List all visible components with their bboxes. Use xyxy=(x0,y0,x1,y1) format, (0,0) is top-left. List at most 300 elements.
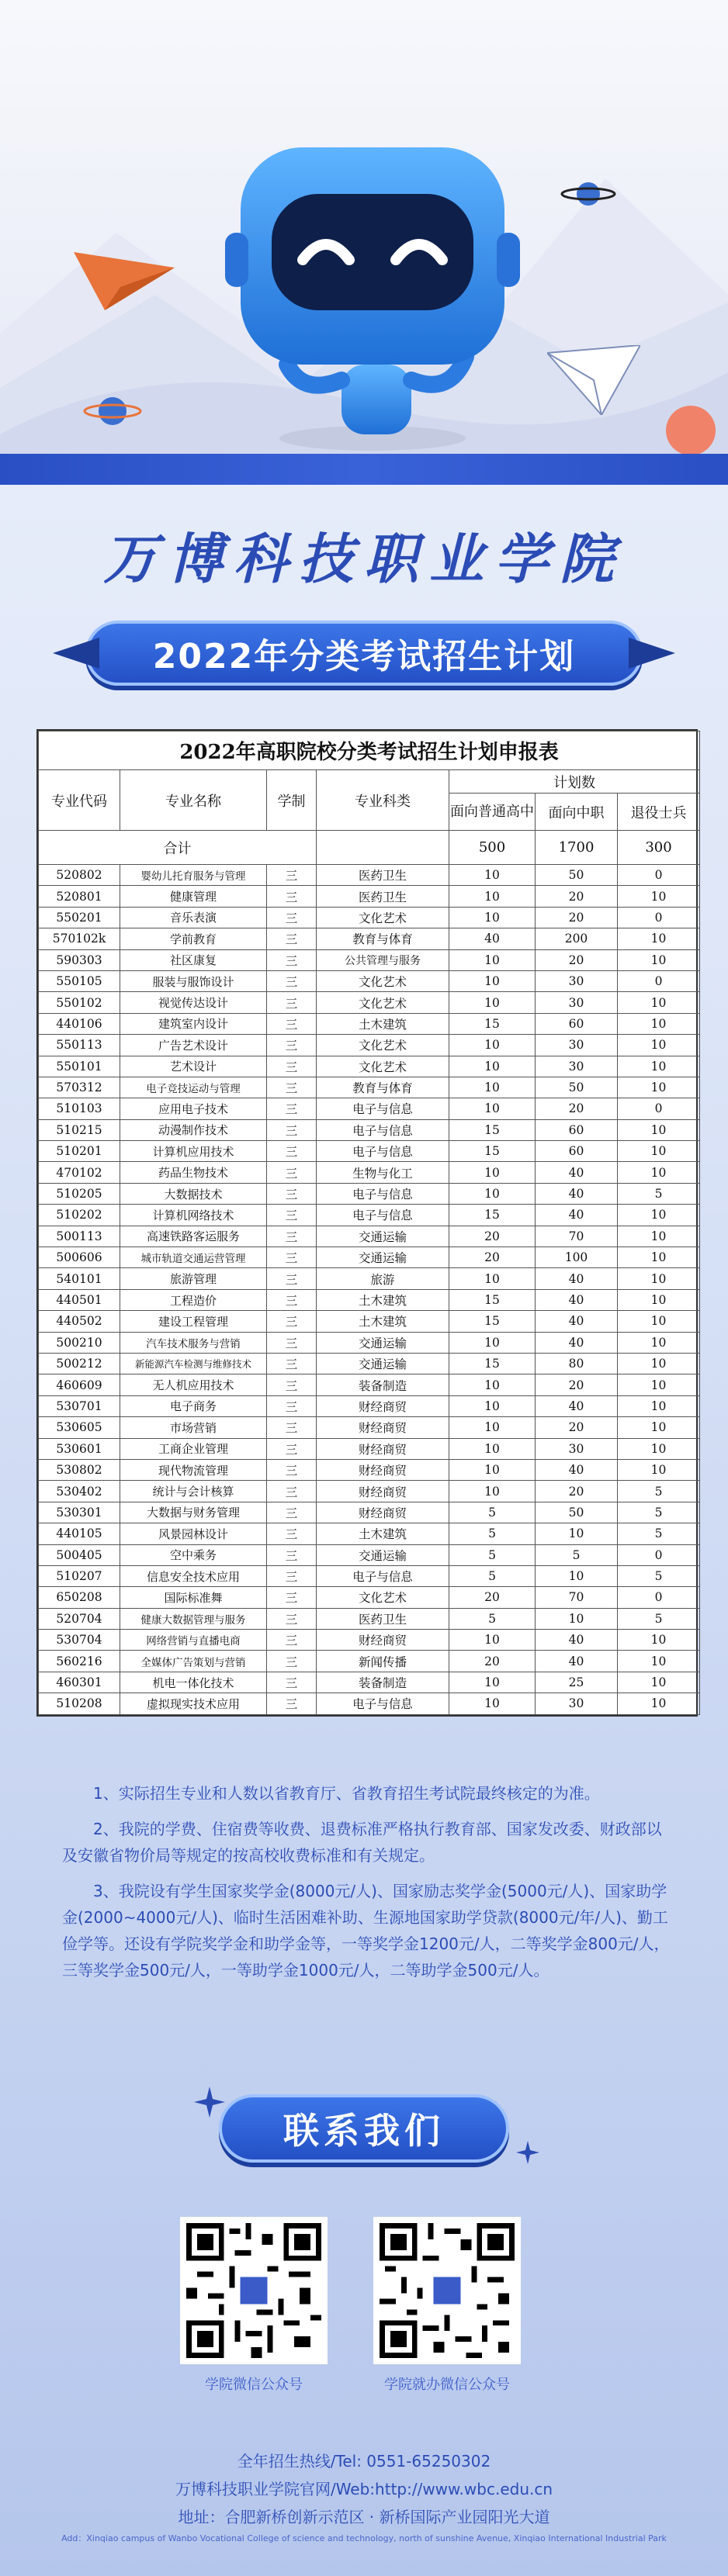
table-row xyxy=(39,928,700,949)
cell-vet: 10 xyxy=(618,1459,700,1480)
header-code: 专业代码 xyxy=(39,770,120,831)
header-category: 专业科类 xyxy=(317,770,449,831)
table-row xyxy=(39,1587,700,1608)
cell-code: 530701 xyxy=(39,1395,120,1416)
cell-category: 医药卫生 xyxy=(317,886,449,907)
cell-name: 大数据与财务管理 xyxy=(120,1502,267,1523)
cell-code: 550105 xyxy=(39,970,120,991)
sun-icon xyxy=(664,403,718,458)
cell-vet: 10 xyxy=(618,1311,700,1332)
notes-section xyxy=(62,1780,675,1993)
header-plan-highschool: 面向普通高中 xyxy=(449,794,536,831)
cell-category: 财经商贸 xyxy=(317,1481,449,1502)
cell-name: 无人机应用技术 xyxy=(120,1374,267,1395)
cell-vs: 10 xyxy=(536,1565,618,1586)
cell-vs: 50 xyxy=(536,865,618,886)
table-row xyxy=(39,1353,700,1374)
cell-system: 三 xyxy=(267,1119,317,1140)
cell-system: 三 xyxy=(267,1374,317,1395)
cell-name: 机电一体化技术 xyxy=(120,1672,267,1693)
cell-vs: 60 xyxy=(536,1013,618,1034)
cell-vs: 10 xyxy=(536,1523,618,1544)
cell-system: 三 xyxy=(267,1630,317,1651)
cell-vs: 30 xyxy=(536,970,618,991)
cell-vet: 10 xyxy=(618,1077,700,1098)
cell-system: 三 xyxy=(267,1247,317,1268)
cell-code: 520704 xyxy=(39,1608,120,1629)
cell-hs: 10 xyxy=(449,1693,536,1714)
cell-system: 三 xyxy=(267,1459,317,1480)
cell-name: 市场营销 xyxy=(120,1417,267,1438)
cell-code: 530605 xyxy=(39,1417,120,1438)
sparkle-icon xyxy=(194,2087,225,2118)
cell-hs: 10 xyxy=(449,1077,536,1098)
cell-category: 医药卫生 xyxy=(317,865,449,886)
cell-system: 三 xyxy=(267,1332,317,1353)
cell-vet: 10 xyxy=(618,1630,700,1651)
cell-category: 教育与体育 xyxy=(317,1077,449,1098)
cell-code: 530802 xyxy=(39,1459,120,1480)
cell-vet: 10 xyxy=(618,1374,700,1395)
cell-category: 旅游 xyxy=(317,1268,449,1289)
cell-hs: 10 xyxy=(449,1162,536,1183)
cell-name: 信息安全技术应用 xyxy=(120,1565,267,1586)
cell-vs: 20 xyxy=(536,907,618,928)
cell-system: 三 xyxy=(267,907,317,928)
table-row xyxy=(39,1630,700,1651)
cell-hs: 10 xyxy=(449,1438,536,1459)
cell-vet: 10 xyxy=(618,1035,700,1056)
cell-system: 三 xyxy=(267,1226,317,1247)
cell-system: 三 xyxy=(267,886,317,907)
table-row xyxy=(39,1438,700,1459)
table-row xyxy=(39,1481,700,1502)
cell-system: 三 xyxy=(267,1162,317,1183)
table-row xyxy=(39,1056,700,1077)
cell-vet: 10 xyxy=(618,1226,700,1247)
cell-name: 艺术设计 xyxy=(120,1056,267,1077)
cell-code: 520801 xyxy=(39,886,120,907)
table-row xyxy=(39,1332,700,1353)
note-3: 3、我院设有学生国家奖学金(8000元/人)、国家励志奖学金(5000元/人)、国家助学金(2000~4000元/人)、临时生活困难补助、生源地国家助学贷款(8000元/年/人)、勤工俭学等。还设有学院奖学金和助学金等，一等奖学金1200元/人，二等奖学金800元/人，三等奖学金500元/人，一等助学金1000元/人，二等助学金500元/人。 xyxy=(62,1882,670,1980)
cell-system: 三 xyxy=(267,1672,317,1693)
table-row xyxy=(39,1247,700,1268)
cell-code: 470102 xyxy=(39,1162,120,1183)
cell-name: 大数据技术 xyxy=(120,1183,267,1204)
qr-label-wechat: 学院微信公众号 xyxy=(205,2377,303,2393)
cell-category: 财经商贸 xyxy=(317,1417,449,1438)
cell-code: 560216 xyxy=(39,1651,120,1672)
cell-vet: 0 xyxy=(618,907,700,928)
footer-website[interactable]: 万博科技职业学院官网/Web:http://www.wbc.edu.cn xyxy=(175,2480,553,2498)
cell-vs: 80 xyxy=(536,1353,618,1374)
cell-vs: 40 xyxy=(536,1289,618,1310)
cell-name: 计算机应用技术 xyxy=(120,1141,267,1162)
cell-category: 公共管理与服务 xyxy=(317,949,449,970)
cell-system: 三 xyxy=(267,1056,317,1077)
table-row xyxy=(39,1523,700,1544)
cell-category: 交通运输 xyxy=(317,1247,449,1268)
cell-code: 500113 xyxy=(39,1226,120,1247)
cell-vs: 50 xyxy=(536,1077,618,1098)
enrollment-plan-table xyxy=(36,729,698,1717)
cell-category: 文化艺术 xyxy=(317,970,449,991)
table-row xyxy=(39,1183,700,1204)
planet-icon xyxy=(81,388,144,434)
banner-title: 2022年分类考试招生计划 xyxy=(152,637,576,676)
paper-plane-icon xyxy=(74,244,175,314)
cell-hs: 15 xyxy=(449,1119,536,1140)
cell-system: 三 xyxy=(267,1205,317,1226)
cell-vet: 10 xyxy=(618,949,700,970)
cell-name: 国际标准舞 xyxy=(120,1587,267,1608)
cell-category: 文化艺术 xyxy=(317,1035,449,1056)
table-row xyxy=(39,1162,700,1183)
cell-code: 570312 xyxy=(39,1077,120,1098)
cell-name: 服装与服饰设计 xyxy=(120,970,267,991)
cell-hs: 10 xyxy=(449,1630,536,1651)
cell-vet: 0 xyxy=(618,1544,700,1565)
table-row xyxy=(39,1141,700,1162)
contact-title: 联系我们 xyxy=(219,2094,509,2163)
cell-hs: 15 xyxy=(449,1205,536,1226)
cell-hs: 5 xyxy=(449,1608,536,1629)
cell-system: 三 xyxy=(267,1311,317,1332)
cell-system: 三 xyxy=(267,949,317,970)
cell-vet: 0 xyxy=(618,865,700,886)
cell-hs: 10 xyxy=(449,1098,536,1119)
cell-name: 计算机网络技术 xyxy=(120,1205,267,1226)
cell-hs: 10 xyxy=(449,1332,536,1353)
table-row xyxy=(39,1651,700,1672)
cell-hs: 10 xyxy=(449,1374,536,1395)
cell-category: 财经商贸 xyxy=(317,1459,449,1480)
cell-category: 电子与信息 xyxy=(317,1693,449,1714)
table-row xyxy=(39,1608,700,1629)
cell-vet: 10 xyxy=(618,1205,700,1226)
cell-code: 510207 xyxy=(39,1565,120,1586)
cell-code: 550201 xyxy=(39,907,120,928)
table-row xyxy=(39,1289,700,1310)
cell-vs: 40 xyxy=(536,1332,618,1353)
table-row xyxy=(39,1459,700,1480)
cell-system: 三 xyxy=(267,1481,317,1502)
table-row xyxy=(39,992,700,1013)
cell-category: 文化艺术 xyxy=(317,1056,449,1077)
cell-vs: 25 xyxy=(536,1672,618,1693)
cell-hs: 10 xyxy=(449,1672,536,1693)
cell-category: 生物与化工 xyxy=(317,1162,449,1183)
footer-address: 地址：合肥新桥创新示范区 · 新桥国际产业园阳光大道 xyxy=(178,2508,550,2526)
cell-vet: 10 xyxy=(618,1672,700,1693)
table-row xyxy=(39,1374,700,1395)
footer-address-en: Add：Xinqiao campus of Wanbo Vocational College of science and technology, north of sunshine Avenue, Xinqiao International Industrial Park xyxy=(61,2533,667,2543)
cell-category: 文化艺术 xyxy=(317,992,449,1013)
total-veteran: 300 xyxy=(618,831,700,865)
cell-name: 电子商务 xyxy=(120,1395,267,1416)
cell-system: 三 xyxy=(267,992,317,1013)
cell-code: 460301 xyxy=(39,1672,120,1693)
cell-vs: 20 xyxy=(536,1481,618,1502)
qr-code-wechat[interactable] xyxy=(180,2217,328,2364)
header-ribbon xyxy=(0,454,728,485)
table-row xyxy=(39,1268,700,1289)
cell-category: 装备制造 xyxy=(317,1374,449,1395)
cell-code: 500405 xyxy=(39,1544,120,1565)
footer-hotline: 全年招生热线/Tel: 0551-65250302 xyxy=(237,2452,491,2471)
cell-category: 交通运输 xyxy=(317,1353,449,1374)
cell-hs: 5 xyxy=(449,1502,536,1523)
qr-code-employment[interactable] xyxy=(373,2217,521,2364)
table-row xyxy=(39,1417,700,1438)
cell-vet: 5 xyxy=(618,1523,700,1544)
cell-name: 动漫制作技术 xyxy=(120,1119,267,1140)
cell-system: 三 xyxy=(267,1565,317,1586)
cell-code: 440105 xyxy=(39,1523,120,1544)
cell-vs: 30 xyxy=(536,1035,618,1056)
cell-hs: 10 xyxy=(449,907,536,928)
cell-code: 650208 xyxy=(39,1587,120,1608)
cell-system: 三 xyxy=(267,1268,317,1289)
cell-system: 三 xyxy=(267,1395,317,1416)
hero-illustration xyxy=(0,0,728,473)
cell-vet: 10 xyxy=(618,928,700,949)
table-row xyxy=(39,1077,700,1098)
table-row xyxy=(39,970,700,991)
cell-name: 健康管理 xyxy=(120,886,267,907)
cell-system: 三 xyxy=(267,1098,317,1119)
cell-category: 教育与体育 xyxy=(317,928,449,949)
cell-system: 三 xyxy=(267,865,317,886)
cell-vet: 10 xyxy=(618,1693,700,1714)
cell-system: 三 xyxy=(267,1141,317,1162)
header-plan: 计划数 xyxy=(449,770,700,794)
cell-code: 440501 xyxy=(39,1289,120,1310)
cell-vs: 20 xyxy=(536,1374,618,1395)
header-system: 学制 xyxy=(267,770,317,831)
cell-code: 510215 xyxy=(39,1119,120,1140)
cell-vet: 0 xyxy=(618,970,700,991)
cell-vet: 5 xyxy=(618,1565,700,1586)
table-row xyxy=(39,1035,700,1056)
cell-name: 健康大数据管理与服务 xyxy=(120,1608,267,1629)
cell-vs: 100 xyxy=(536,1247,618,1268)
cell-vs: 20 xyxy=(536,1417,618,1438)
table-row xyxy=(39,1502,700,1523)
cell-hs: 10 xyxy=(449,992,536,1013)
robot-mascot xyxy=(217,132,528,458)
header-name: 专业名称 xyxy=(120,770,267,831)
cell-category: 新闻传播 xyxy=(317,1651,449,1672)
cell-vet: 10 xyxy=(618,886,700,907)
cell-vs: 60 xyxy=(536,1119,618,1140)
cell-system: 三 xyxy=(267,928,317,949)
cell-vet: 10 xyxy=(618,992,700,1013)
cell-vet: 0 xyxy=(618,1098,700,1119)
table-row xyxy=(39,886,700,907)
cell-code: 440502 xyxy=(39,1311,120,1332)
cell-system: 三 xyxy=(267,1544,317,1565)
qr-code-icon xyxy=(186,2223,321,2358)
cell-system: 三 xyxy=(267,1077,317,1098)
cell-system: 三 xyxy=(267,1035,317,1056)
cell-hs: 40 xyxy=(449,928,536,949)
cell-hs: 10 xyxy=(449,949,536,970)
cell-vet: 10 xyxy=(618,1119,700,1140)
cell-vet: 10 xyxy=(618,1332,700,1353)
cell-hs: 5 xyxy=(449,1523,536,1544)
cell-category: 电子与信息 xyxy=(317,1119,449,1140)
cell-code: 500212 xyxy=(39,1353,120,1374)
cell-name: 音乐表演 xyxy=(120,907,267,928)
cell-vet: 10 xyxy=(618,1651,700,1672)
cell-category: 电子与信息 xyxy=(317,1098,449,1119)
cell-vet: 0 xyxy=(618,1587,700,1608)
cell-code: 500210 xyxy=(39,1332,120,1353)
cell-vet: 10 xyxy=(618,1162,700,1183)
footer xyxy=(0,2447,728,2547)
table-caption: 2022年高职院校分类考试招生计划申报表 xyxy=(39,731,700,770)
cell-name: 工程造价 xyxy=(120,1289,267,1310)
cell-system: 三 xyxy=(267,1183,317,1204)
cell-vs: 40 xyxy=(536,1395,618,1416)
header-plan-vocational: 面向中职 xyxy=(536,794,618,831)
cell-category: 装备制造 xyxy=(317,1672,449,1693)
cell-category: 交通运输 xyxy=(317,1544,449,1565)
cell-system: 三 xyxy=(267,1608,317,1629)
cell-category: 财经商贸 xyxy=(317,1395,449,1416)
cell-hs: 5 xyxy=(449,1544,536,1565)
cell-name: 城市轨道交通运营管理 xyxy=(120,1247,267,1268)
cell-name: 统计与会计核算 xyxy=(120,1481,267,1502)
cell-vet: 10 xyxy=(618,1353,700,1374)
cell-vet: 10 xyxy=(618,1289,700,1310)
cell-vet: 10 xyxy=(618,1013,700,1034)
cell-system: 三 xyxy=(267,1289,317,1310)
cell-code: 540101 xyxy=(39,1268,120,1289)
planet-icon xyxy=(557,171,619,217)
cell-hs: 10 xyxy=(449,1459,536,1480)
cell-vet: 10 xyxy=(618,1268,700,1289)
cell-code: 510202 xyxy=(39,1205,120,1226)
cell-category: 医药卫生 xyxy=(317,1608,449,1629)
cell-code: 510205 xyxy=(39,1183,120,1204)
cell-hs: 10 xyxy=(449,865,536,886)
cell-category: 电子与信息 xyxy=(317,1183,449,1204)
table-body xyxy=(39,865,700,1715)
cell-name: 婴幼儿托育服务与管理 xyxy=(120,865,267,886)
table-row xyxy=(39,1544,700,1565)
cell-vs: 20 xyxy=(536,1098,618,1119)
cell-vs: 20 xyxy=(536,886,618,907)
note-2: 2、我院的学费、住宿费等收费、退费标准严格执行教育部、国家发改委、财政部以及安徽省物价局等规定的按高校收费标准和有关规定。 xyxy=(62,1820,662,1865)
cell-hs: 10 xyxy=(449,1035,536,1056)
cell-hs: 15 xyxy=(449,1013,536,1034)
cell-vs: 10 xyxy=(536,1608,618,1629)
cell-vs: 40 xyxy=(536,1651,618,1672)
table-row xyxy=(39,1205,700,1226)
cell-hs: 20 xyxy=(449,1587,536,1608)
cell-name: 广告艺术设计 xyxy=(120,1035,267,1056)
cell-category: 土木建筑 xyxy=(317,1289,449,1310)
cell-name: 学前教育 xyxy=(120,928,267,949)
cell-vet: 10 xyxy=(618,1438,700,1459)
cell-vs: 20 xyxy=(536,949,618,970)
cell-name: 电子竞技运动与管理 xyxy=(120,1077,267,1098)
cell-name: 现代物流管理 xyxy=(120,1459,267,1480)
table-row xyxy=(39,1672,700,1693)
cell-vet: 5 xyxy=(618,1183,700,1204)
cell-category: 土木建筑 xyxy=(317,1013,449,1034)
cell-hs: 15 xyxy=(449,1353,536,1374)
cell-vet: 10 xyxy=(618,1417,700,1438)
cell-category: 土木建筑 xyxy=(317,1523,449,1544)
total-highschool: 500 xyxy=(449,831,536,865)
cell-vs: 70 xyxy=(536,1587,618,1608)
cell-system: 三 xyxy=(267,1502,317,1523)
table-row xyxy=(39,1395,700,1416)
cell-name: 全媒体广告策划与营销 xyxy=(120,1651,267,1672)
cell-hs: 10 xyxy=(449,1183,536,1204)
cell-system: 三 xyxy=(267,1353,317,1374)
cell-code: 510208 xyxy=(39,1693,120,1714)
cell-hs: 10 xyxy=(449,886,536,907)
cell-name: 视觉传达设计 xyxy=(120,992,267,1013)
cell-vs: 40 xyxy=(536,1630,618,1651)
cell-vet: 5 xyxy=(618,1608,700,1629)
cell-system: 三 xyxy=(267,1523,317,1544)
cell-code: 510201 xyxy=(39,1141,120,1162)
cell-vs: 60 xyxy=(536,1141,618,1162)
cell-vs: 40 xyxy=(536,1459,618,1480)
cell-hs: 10 xyxy=(449,1395,536,1416)
qr-code-icon xyxy=(380,2223,515,2358)
cell-system: 三 xyxy=(267,1587,317,1608)
banner-title-pill xyxy=(85,621,643,686)
cell-name: 建设工程管理 xyxy=(120,1311,267,1332)
cell-hs: 20 xyxy=(449,1247,536,1268)
cell-vs: 30 xyxy=(536,1056,618,1077)
cell-code: 590303 xyxy=(39,949,120,970)
cell-hs: 10 xyxy=(449,1268,536,1289)
cell-name: 虚拟现实技术应用 xyxy=(120,1693,267,1714)
cell-system: 三 xyxy=(267,970,317,991)
cell-vet: 10 xyxy=(618,1395,700,1416)
cell-vs: 40 xyxy=(536,1162,618,1183)
cell-code: 530301 xyxy=(39,1502,120,1523)
cell-name: 社区康复 xyxy=(120,949,267,970)
cell-category: 电子与信息 xyxy=(317,1565,449,1586)
paper-plane-icon xyxy=(547,345,640,415)
cell-hs: 10 xyxy=(449,1417,536,1438)
cell-code: 550101 xyxy=(39,1056,120,1077)
cell-vet: 10 xyxy=(618,1056,700,1077)
header-plan-veteran: 退役士兵 xyxy=(618,794,700,831)
cell-name: 空中乘务 xyxy=(120,1544,267,1565)
cell-category: 电子与信息 xyxy=(317,1205,449,1226)
cell-code: 530601 xyxy=(39,1438,120,1459)
cell-category: 土木建筑 xyxy=(317,1311,449,1332)
cell-hs: 10 xyxy=(449,970,536,991)
cell-code: 500606 xyxy=(39,1247,120,1268)
cell-name: 旅游管理 xyxy=(120,1268,267,1289)
cell-category: 财经商贸 xyxy=(317,1502,449,1523)
cell-name: 建筑室内设计 xyxy=(120,1013,267,1034)
note-1: 1、实际招生专业和人数以省教育厅、省教育招生考试院最终核定的为准。 xyxy=(93,1784,600,1803)
cell-hs: 20 xyxy=(449,1651,536,1672)
table-row xyxy=(39,1693,700,1714)
cell-category: 交通运输 xyxy=(317,1226,449,1247)
